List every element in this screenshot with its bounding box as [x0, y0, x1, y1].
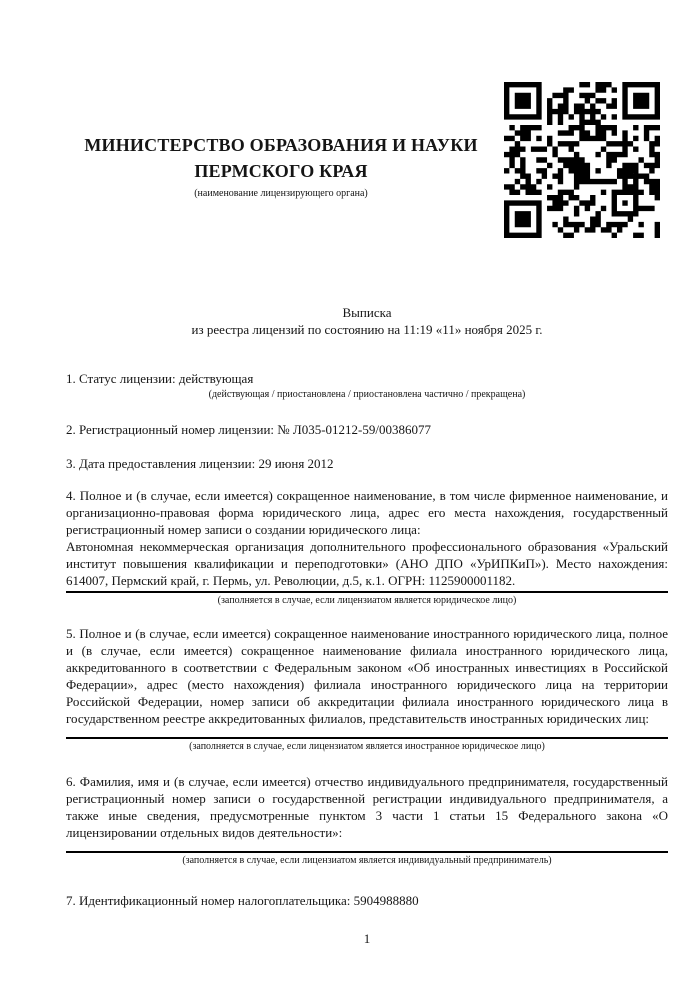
field-legal-entity — [66, 487, 668, 607]
authority-caption: (наименование лицензирующего органа) — [194, 188, 368, 199]
document-header — [0, 0, 700, 238]
foreign-entity-blank-line — [66, 727, 668, 739]
document-body — [0, 370, 700, 909]
individual-entrepreneur-label: 6. Фамилия, имя и (в случае, если имеется) отчество индивидуального предпринимателя, государственный регистрационный номер записи о государственной регистрации индивидуального предпринимателя, а также иные сведения, предусмотренные пунктом 3 части 1 статьи 15 Федерального закона «О лицензировании отдельных видов деятельности»: — [66, 774, 668, 840]
individual-entrepreneur-caption: (заполняется в случае, если лицензиатом является индивидуальный предприниматель) — [182, 855, 552, 866]
legal-entity-caption: (заполняется в случае, если лицензиатом является юридическое лицо) — [217, 595, 517, 606]
field-registration-number — [66, 421, 668, 438]
qr-code-image — [504, 82, 660, 238]
license-status-text: 1. Статус лицензии: действующая — [66, 371, 254, 386]
field-grant-date — [66, 455, 668, 472]
ministry-name-line2: ПЕРМСКОГО КРАЯ — [194, 161, 368, 181]
document-title-block — [0, 304, 700, 338]
field-individual-entrepreneur — [66, 773, 668, 867]
page-number: 1 — [363, 931, 371, 946]
qr-code-icon — [504, 82, 660, 238]
licensing-authority-block — [66, 82, 496, 200]
field-taxpayer-number — [66, 892, 668, 909]
individual-entrepreneur-blank-line — [66, 841, 668, 853]
legal-entity-value: Автономная некоммерческая организация дополнительного профессионального образования «Уральский институт повышения квалификации и переподготовки» (АНО ДПО «УрИПКиП»). Место нахождения: 614007, Пермский край, г. Пермь, ул. Революции, д.5, к.1. ОГРН: 1125900001182. — [66, 539, 668, 588]
license-status-caption: (действующая / приостановлена / приостановлена частично / прекращена) — [208, 389, 526, 400]
document-title: Выписка — [342, 305, 392, 320]
registration-number-text: 2. Регистрационный номер лицензии: № Л035-01212-59/00386077 — [66, 422, 432, 437]
licensing-authority-name — [66, 132, 496, 184]
taxpayer-number-text: 7. Идентификационный номер налогоплательщика: 5904988880 — [66, 893, 419, 908]
field-license-status — [66, 370, 668, 401]
field-foreign-entity — [66, 625, 668, 753]
document-subtitle: из реестра лицензий по состоянию на 11:19 «11» ноября 2025 г. — [191, 322, 543, 337]
foreign-entity-caption: (заполняется в случае, если лицензиатом является иностранное юридическое лицо) — [189, 741, 545, 752]
legal-entity-label: 4. Полное и (в случае, если имеется) сокращенное наименование, в том числе фирменное наименование, и организационно-правовая форма юридического лица, адрес его места нахождения, государственный регистрационный номер записи о создании юридического лица: — [66, 488, 668, 537]
legal-entity-value-underline — [66, 538, 668, 593]
grant-date-text: 3. Дата предоставления лицензии: 29 июня 2012 — [66, 456, 334, 471]
foreign-entity-label: 5. Полное и (в случае, если имеется) сокращенное наименование иностранного юридического лица, полное и (в случае, если имеется) сокращенное наименование филиала иностранного юридического лица, аккредитованного в соответствии с Федеральным законом «Об иностранных инвестициях в Российской Федерации», адрес (место нахождения) филиала иностранного юридического лица на территории Российской Федерации, номер записи об аккредитации филиала иностранного юридического лица в государственном реестре аккредитованных филиалов, представительств иностранных юридических лиц: — [66, 626, 668, 726]
ministry-name-line1: МИНИСТЕРСТВО ОБРАЗОВАНИЯ И НАУКИ — [84, 135, 478, 155]
